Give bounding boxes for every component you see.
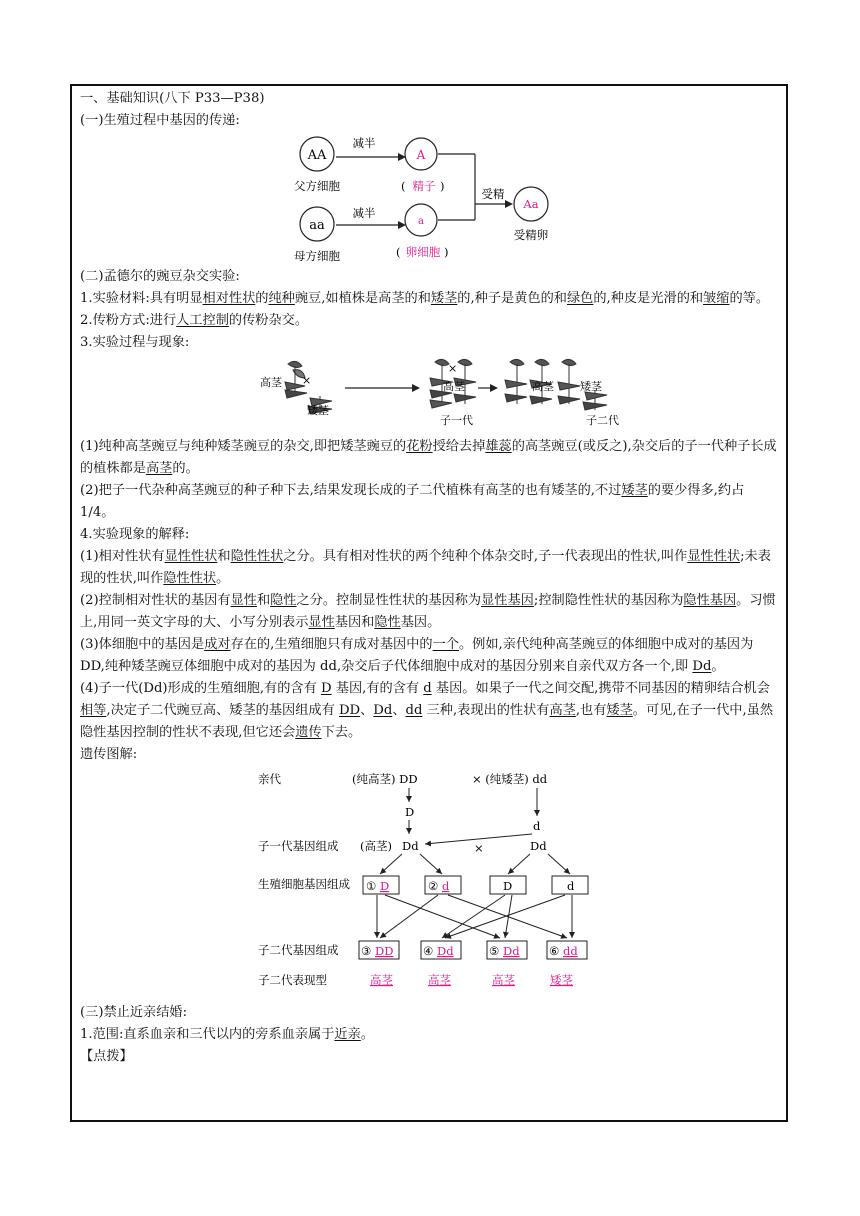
section-heading: 一、基础知识(八下 P33—P38)	[80, 91, 265, 106]
sec1-title: (一)生殖过程中基因的传递:	[80, 113, 240, 128]
explanation-1: (1)相对性状有显性性状和隐性性状之分。具有相对性状的两个纯种个体杂交时,子一代表现出的性状,叫作显性性状;未表现的性状,叫作隐性性状。	[80, 549, 771, 586]
phenotype-4: 矮茎	[550, 973, 573, 987]
zygote-gene: Aa	[523, 197, 539, 211]
paren-close-1: )	[440, 179, 445, 193]
gene-transmission-diagram	[80, 132, 780, 266]
phenotype-1: 高茎	[370, 973, 393, 987]
explanation-2: (2)控制相对性状的基因有显性和隐性之分。控制显性性状的基因称为显性基因;控制隐性性状的基因称为隐性基因。习惯上,用同一英文字母的大、小写分别表示显性基因和隐性基因。	[80, 593, 776, 630]
c2-gene: Dd	[437, 944, 454, 958]
c1-num: ③	[361, 944, 372, 958]
pea-cross-illustration	[80, 354, 780, 436]
fertilization-label: 受精	[481, 187, 505, 201]
c3-num: ⑤	[489, 944, 500, 958]
label-f1: 子一代	[440, 414, 473, 427]
label-tall-1: 高茎	[260, 376, 282, 389]
g2-gene: d	[442, 879, 450, 893]
c4-gene: dd	[563, 944, 578, 958]
content	[80, 88, 780, 1068]
g1-gene: D	[380, 879, 390, 893]
transmission-svg	[80, 132, 780, 266]
g2-num: ②	[428, 879, 439, 893]
zygote-label: 受精卵	[513, 228, 549, 242]
sec3-title: (三)禁止近亲结婚:	[80, 1005, 188, 1020]
row-parent-label: 亲代	[258, 772, 281, 786]
materials-paragraph: 1.实验材料:具有明显相对性状的纯种豌豆,如植株是高茎的和矮茎的,种子是黄色的和绿色的,种皮是光滑的和皱缩的等。	[80, 291, 770, 306]
phenotype-3: 高茎	[492, 973, 515, 987]
paren-open-2: (	[396, 245, 401, 259]
egg-gene: a	[418, 216, 424, 227]
gamete-d: d	[533, 819, 541, 833]
phenotype-2: 高茎	[428, 973, 451, 987]
c4-num: ⑥	[549, 944, 560, 958]
process-heading: 3.实验过程与现象:	[80, 335, 190, 350]
genetics-heading: 遗传图解:	[80, 747, 138, 762]
phenomenon-2: (2)把子一代杂种高茎豌豆的种子种下去,结果发现长成的子二代植株有高茎的也有矮茎的,不过矮茎的要少得多,约占 1/4。	[80, 483, 745, 520]
meiosis-label-1: 减半	[352, 136, 376, 150]
pea-svg	[80, 354, 780, 436]
cross-sign-1: ×	[302, 374, 312, 387]
f1-genotype-b: Dd	[530, 839, 547, 853]
row-f2-label: 子二代基因组成	[258, 943, 339, 957]
label-tall-f2: 高茎	[532, 380, 554, 393]
meiosis-label-2: 减半	[352, 206, 376, 220]
genetics-diagram	[80, 766, 780, 1002]
f1-tall: (高茎)	[360, 839, 392, 853]
label-short-1: 矮茎	[307, 404, 329, 417]
phenomenon-1: (1)纯种高茎豌豆与纯种矮茎豌豆的杂交,即把矮茎豌豆的花粉授给去掉雄蕊的高茎豌豆(或反之),杂交后的子一代种子长成的植株都是高茎的。	[80, 439, 777, 476]
c1-gene: DD	[375, 944, 394, 958]
f1-cross: ×	[474, 841, 484, 855]
cross-sign-2: ×	[448, 362, 458, 375]
row-phenotype-label: 子二代表现型	[258, 973, 327, 987]
g1-num: ①	[366, 879, 377, 893]
g3-gene: D	[503, 879, 513, 893]
mother-gene: aa	[309, 218, 325, 233]
sperm-label: 精子	[412, 179, 436, 193]
genetics-svg	[80, 766, 780, 1002]
consanguinity-range: 1.范围:直系血亲和三代以内的旁系血亲属于近亲。	[80, 1027, 374, 1042]
sec2-title: (二)孟德尔的豌豆杂交实验:	[80, 269, 240, 284]
father-gene: AA	[307, 148, 327, 163]
gamete-D: D	[405, 805, 415, 819]
mother-label: 母方细胞	[294, 249, 340, 263]
c2-num: ④	[423, 944, 434, 958]
row-f1-label: 子一代基因组成	[258, 839, 339, 853]
egg-label: 卵细胞	[405, 245, 441, 259]
tip-label: 【点拨】	[80, 1049, 133, 1064]
explanation-3: (3)体细胞中的基因是成对存在的,生殖细胞只有成对基因中的一个。例如,亲代纯种高茎豌豆的体细胞中成对的基因为 DD,纯种矮茎豌豆体细胞中成对的基因为 dd,杂交后子代体细胞中成对的基因分别来自亲代双方各一个,即 Dd。	[80, 637, 754, 674]
content-frame	[70, 84, 788, 1122]
father-label: 父方细胞	[294, 179, 340, 193]
label-tall-f1: 高茎	[443, 380, 465, 393]
sperm-gene: A	[416, 148, 426, 162]
explanation-heading: 4.实验现象的解释:	[80, 527, 190, 542]
f1-genotype-a: Dd	[402, 839, 419, 853]
label-f2: 子二代	[586, 414, 619, 427]
paren-close-2: )	[444, 245, 449, 259]
label-short-f2: 矮茎	[580, 380, 602, 393]
pollination-paragraph: 2.传粉方式:进行人工控制的传粉杂交。	[80, 313, 309, 328]
row-gamete-label: 生殖细胞基因组成	[258, 877, 350, 891]
parent-tall: (纯高茎) DD	[352, 772, 418, 786]
paren-open-1: (	[401, 179, 406, 193]
c3-gene: Dd	[503, 944, 520, 958]
g4-gene: d	[567, 879, 575, 893]
explanation-4: (4)子一代(Dd)形成的生殖细胞,有的含有 D 基因,有的含有 d 基因。如果子一代之间交配,携带不同基因的精卵结合机会相等,决定子二代豌豆高、矮茎的基因组成有 DD、Dd、dd 三种,表现出的性状有高茎,也有矮茎。可见,在子一代中,虽然隐性基因控制的性状不表现,但它还会遗传下去。	[80, 681, 774, 740]
parent-short: × (纯矮茎) dd	[472, 772, 548, 786]
